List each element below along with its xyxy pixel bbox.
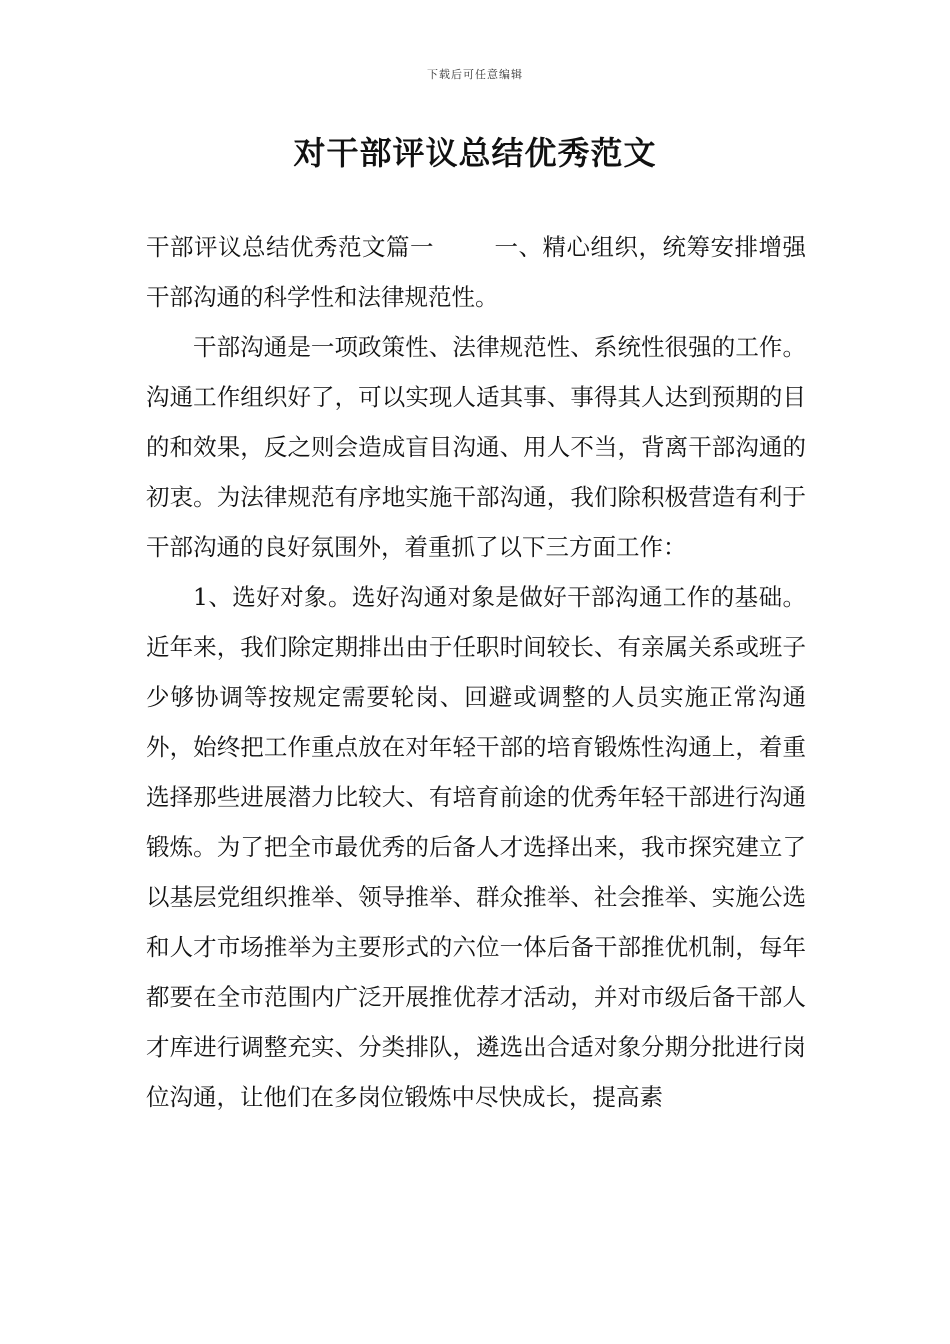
document-body [146, 222, 806, 1122]
paragraph-3: 1、选好对象。选好沟通对象是做好干部沟通工作的基础。近年来，我们除定期排出由于任职时间较长、有亲属关系或班子少够协调等按规定需要轮岗、回避或调整的人员实施正常沟通外，始终把工作重点放在对年轻干部的培育锻炼性沟通上，着重选择那些进展潜力比较大、有培育前途的优秀年轻干部进行沟通锻炼。为了把全市最优秀的后备人才选择出来，我市探究建立了以基层党组织推举、领导推举、群众推举、社会推举、实施公选和人才市场推举为主要形式的六位一体后备干部推优机制，每年都要在全市范围内广泛开展推优荐才活动，并对市级后备干部人才库进行调整充实、分类排队，遴选出合适对象分期分批进行岗位沟通，让他们在多岗位锻炼中尽快成长，提高素 [146, 583, 806, 1111]
paragraph-1 [146, 222, 806, 322]
section-lead: 干部评议总结优秀范文篇一 [146, 233, 434, 261]
header-note: 下载后可任意编辑 [427, 68, 523, 81]
document-title: 对干部评议总结优秀范文 [293, 134, 657, 172]
paragraph-1-text: 一、精心组织，统筹安排增强干部沟通的科学性和法律规范性。 [146, 233, 806, 311]
paragraph-2: 干部沟通是一项政策性、法律规范性、系统性很强的工作。沟通工作组织好了，可以实现人适其事、事得其人达到预期的目的和效果，反之则会造成盲目沟通、用人不当，背离干部沟通的初衷。为法律规范有序地实施干部沟通，我们除积极营造有利于干部沟通的良好氛围外，着重抓了以下三方面工作： [146, 333, 806, 561]
